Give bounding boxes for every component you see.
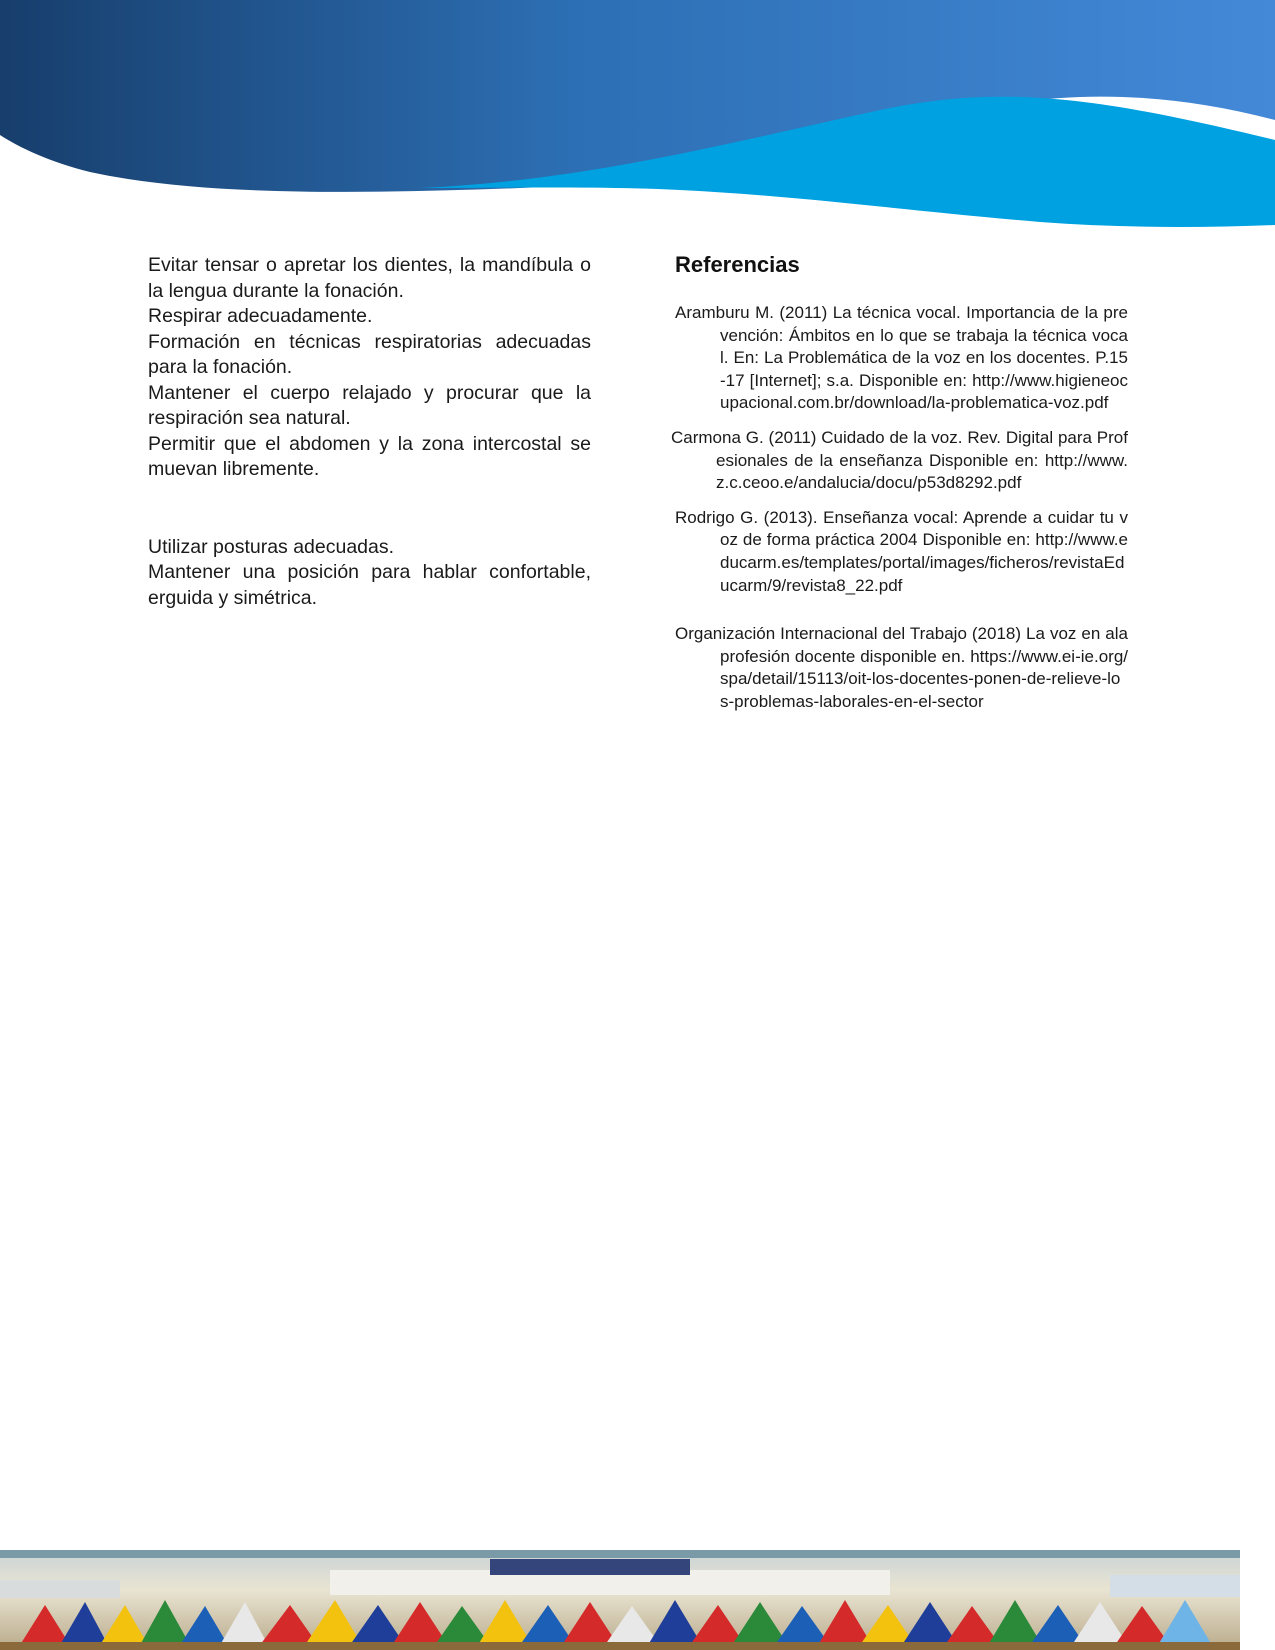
footer-flags-photo xyxy=(0,1550,1240,1650)
paragraph-relaxed-body: Mantener el cuerpo relajado y procurar que la respiración sea natural. xyxy=(148,381,591,429)
paragraph-breathing-techniques: Formación en técnicas respiratorias adecuadas para la fonación. xyxy=(148,330,591,378)
paragraph-gap xyxy=(148,483,591,535)
header-wave-decoration xyxy=(0,0,1275,235)
paragraph-breathing: Respirar adecuadamente. xyxy=(148,305,373,327)
paragraph-teeth: Evitar tensar o apretar los dientes, la mandíbula o la lengua durante la fonación. xyxy=(148,254,591,302)
reference-rodrigo: Rodrigo G. (2013). Enseñanza vocal: Aprende a cuidar tu voz de forma práctica 2004 Disponible en: http://www.educarm.es/templates/portal/images/ficheros/revistaEducarm/9/revista8_22.pdf xyxy=(675,507,1128,595)
references-title: Referencias xyxy=(675,252,800,277)
paragraph-speaking-position: Mantener una posición para hablar confortable, erguida y simétrica. xyxy=(148,561,591,609)
paragraph-postures: Utilizar posturas adecuadas. xyxy=(148,535,395,558)
paragraph-abdomen: Permitir que el abdomen y la zona intercostal se muevan libremente. xyxy=(148,432,591,480)
reference-carmona: Carmona G. (2011) Cuidado de la voz. Rev. Digital para Profesionales de la enseñanza Disponible en: http://www.z.c.ceoo.e/andalucia/docu/p53d8292.pdf xyxy=(671,427,1128,493)
reference-oit: Organización Internacional del Trabajo (2018) La voz en ala profesión docente disponible en. https://www.ei-ie.org/spa/detail/15113/oit-los-docentes-ponen-de-relieve-los-problemas-laborales-en-el-sector xyxy=(675,624,1128,711)
references-section xyxy=(671,252,1128,726)
reference-aramburu: Aramburu M. (2011) La técnica vocal. Importancia de la prevención: Ámbitos en lo que se trabaja la técnica vocal. En: La Problemática de la voz en los docentes. P.15-17 [Internet]; s.a. Disponible en: http://www.higieneocupacional.com.br/download/la-problematica-voz.pdf xyxy=(675,303,1128,413)
left-column xyxy=(148,253,591,611)
